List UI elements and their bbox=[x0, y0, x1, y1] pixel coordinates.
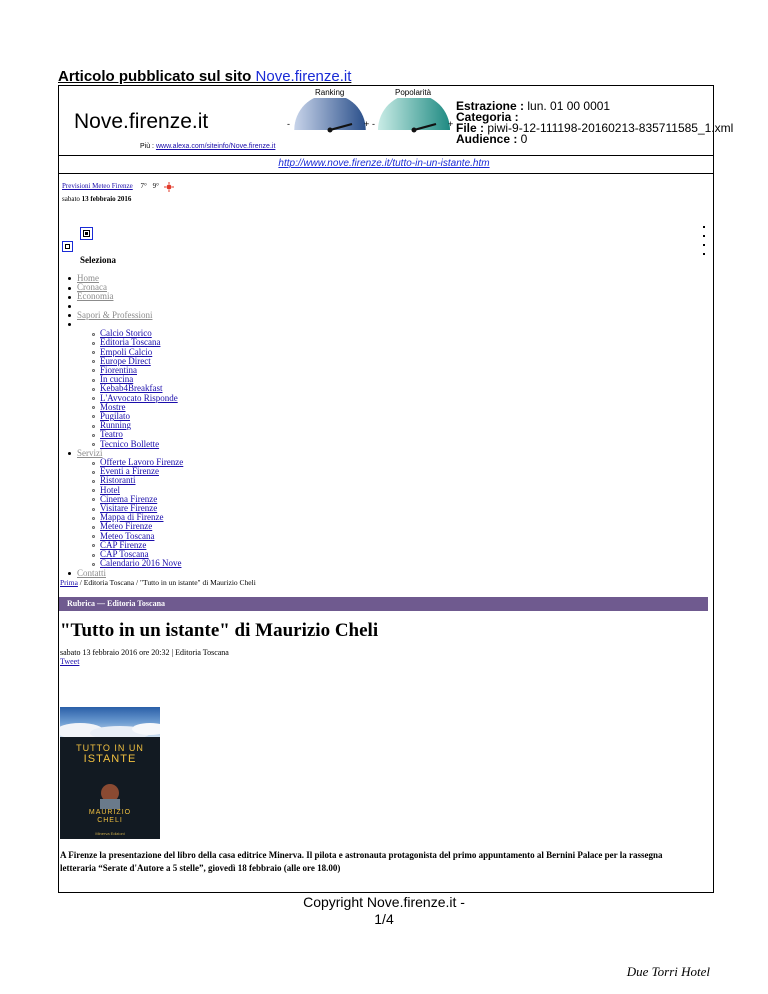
social-dots bbox=[703, 226, 706, 255]
rubrica-item[interactable]: Pugilato bbox=[92, 412, 183, 421]
servizio-item[interactable]: CAP Toscana bbox=[92, 550, 183, 559]
servizio-item[interactable]: Hotel bbox=[92, 486, 183, 495]
date-prefix: sabato bbox=[62, 195, 82, 203]
breadcrumb-rest: / Editoria Toscana / "Tutto in un istante" di Maurizio Cheli bbox=[77, 578, 256, 587]
article-title: "Tutto in un istante" di Maurizio Cheli bbox=[60, 620, 379, 641]
rubrica-item[interactable]: L'Avvocato Risponde bbox=[92, 394, 183, 403]
servizi-list bbox=[68, 458, 183, 568]
document-title bbox=[58, 68, 351, 85]
servizio-item[interactable]: Meteo Firenze bbox=[92, 522, 183, 531]
alexa-link[interactable]: www.alexa.com/siteinfo/Nove.firenze.it bbox=[155, 143, 276, 150]
sun-icon bbox=[164, 182, 174, 192]
rubric-bar: Rubrica — Editoria Toscana bbox=[59, 597, 708, 611]
menu-list bbox=[68, 274, 183, 578]
rubrica-item[interactable]: Calcio Storico bbox=[92, 329, 183, 338]
rubriche-list bbox=[68, 329, 183, 449]
popularity-label: Popolarità bbox=[395, 88, 432, 97]
servizio-item[interactable]: Visitare Firenze bbox=[92, 504, 183, 513]
menu-toggle-icon[interactable] bbox=[80, 227, 93, 240]
site-logo: Nove.firenze.it bbox=[74, 110, 209, 133]
popularity-plus: + bbox=[448, 119, 454, 129]
document-title-prefix: Articolo pubblicato sul sito bbox=[58, 68, 256, 85]
menu-item-servizi[interactable]: Servizi bbox=[68, 449, 183, 458]
copyright-text: Copyright Nove.firenze.it - bbox=[303, 894, 465, 910]
logo-small-icon[interactable] bbox=[62, 241, 73, 252]
footer-hotel-name: Due Torri Hotel bbox=[626, 964, 710, 979]
rubrica-item[interactable]: Empoli Calcio bbox=[92, 348, 183, 357]
date-line bbox=[62, 195, 131, 203]
alexa-line bbox=[140, 143, 275, 150]
book-cover-image bbox=[60, 707, 160, 839]
rubrica-item[interactable]: Kebab4Breakfast bbox=[92, 384, 183, 393]
alexa-prefix: Più : bbox=[140, 143, 156, 150]
servizio-item[interactable]: Ristoranti bbox=[92, 476, 183, 485]
popularity-minus: - bbox=[372, 119, 375, 129]
meta-estrazione: Estrazione : lun. 01 00 0001 bbox=[456, 99, 611, 113]
menu-heading: Seleziona bbox=[80, 255, 116, 265]
article-intro: A Firenze la presentazione del libro della casa editrice Minerva. Il pilota e astronauta protagonista del primo appuntamento al Bernini Palace per la rassegna letteraria “Serate d'Autore a 5 stelle”, giovedì 18 febbraio (alle ore 18.00) bbox=[60, 850, 663, 873]
popularity-gauge bbox=[378, 98, 450, 133]
ranking-plus: + bbox=[364, 119, 370, 129]
page-number: 1/4 bbox=[374, 911, 394, 927]
rubrica-item[interactable]: Mostre bbox=[92, 403, 183, 412]
rubrica-item[interactable]: Fiorentina bbox=[92, 366, 183, 375]
weather-max: 9° bbox=[152, 182, 159, 190]
footer-copyright bbox=[0, 894, 768, 928]
servizio-item[interactable]: Offerte Lavoro Firenze bbox=[92, 458, 183, 467]
weather-min: 7° bbox=[140, 182, 147, 190]
rubrica-item[interactable]: Teatro bbox=[92, 430, 183, 439]
breadcrumb-home[interactable]: Prima bbox=[60, 578, 78, 587]
tweet-link[interactable]: Tweet bbox=[60, 657, 80, 666]
book-publisher: Minerva Edizioni bbox=[95, 831, 125, 836]
servizio-item[interactable]: CAP Firenze bbox=[92, 541, 183, 550]
rubrica-item[interactable]: Editoria Toscana bbox=[92, 338, 183, 347]
servizio-item[interactable]: Mappa di Firenze bbox=[92, 513, 183, 522]
servizio-item[interactable]: Eventi a Firenze bbox=[92, 467, 183, 476]
rubrica-item[interactable]: Running bbox=[92, 421, 183, 430]
servizio-item[interactable]: Calendario 2016 Nove bbox=[92, 559, 183, 568]
book-title: TUTTO IN UN ISTANTE bbox=[76, 743, 144, 765]
article-url-row bbox=[0, 158, 768, 169]
gauges bbox=[282, 98, 462, 138]
ranking-label: Ranking bbox=[315, 88, 345, 97]
date-value: 13 febbraio 2016 bbox=[81, 195, 132, 203]
menu-item-home[interactable]: Home bbox=[68, 274, 183, 283]
rubrica-item[interactable]: Tecnico Bollette bbox=[92, 440, 183, 449]
meta-categoria: Categoria : bbox=[456, 110, 519, 124]
menu-item-cronaca[interactable]: Cronaca bbox=[68, 283, 183, 292]
rubrica-item[interactable]: Europe Direct bbox=[92, 357, 183, 366]
article-url-link[interactable]: http://www.nove.firenze.it/tutto-in-un-istante.htm bbox=[278, 158, 490, 169]
book-author: MAURIZIO CHELI bbox=[88, 809, 132, 824]
breadcrumb bbox=[60, 578, 256, 587]
ranking-minus: - bbox=[287, 119, 290, 129]
servizio-item[interactable]: Cinema Firenze bbox=[92, 495, 183, 504]
menu-item-contatti[interactable]: Contatti bbox=[68, 569, 183, 578]
url-divider bbox=[58, 173, 714, 174]
article-byline: sabato 13 febbraio 2016 ore 20:32 | Editoria Toscana bbox=[60, 648, 229, 657]
weather-row bbox=[62, 182, 159, 190]
meta-file: File : piwi-9-12-111198-20160213-835711585_1.xml bbox=[456, 121, 734, 135]
ranking-gauge bbox=[294, 98, 366, 133]
site-link[interactable]: Nove.firenze.it bbox=[255, 68, 352, 85]
weather-link[interactable]: Previsioni Meteo Firenze bbox=[62, 182, 133, 190]
menu-item-economia[interactable]: Economia bbox=[68, 292, 183, 301]
meta-block bbox=[456, 101, 733, 145]
meta-audience: Audience : 0 bbox=[456, 132, 528, 146]
servizio-item[interactable]: Meteo Toscana bbox=[92, 532, 183, 541]
menu-item-sapori[interactable]: Sapori & Professioni bbox=[68, 311, 183, 320]
rubrica-item[interactable]: In cucina bbox=[92, 375, 183, 384]
header-divider bbox=[58, 155, 714, 156]
